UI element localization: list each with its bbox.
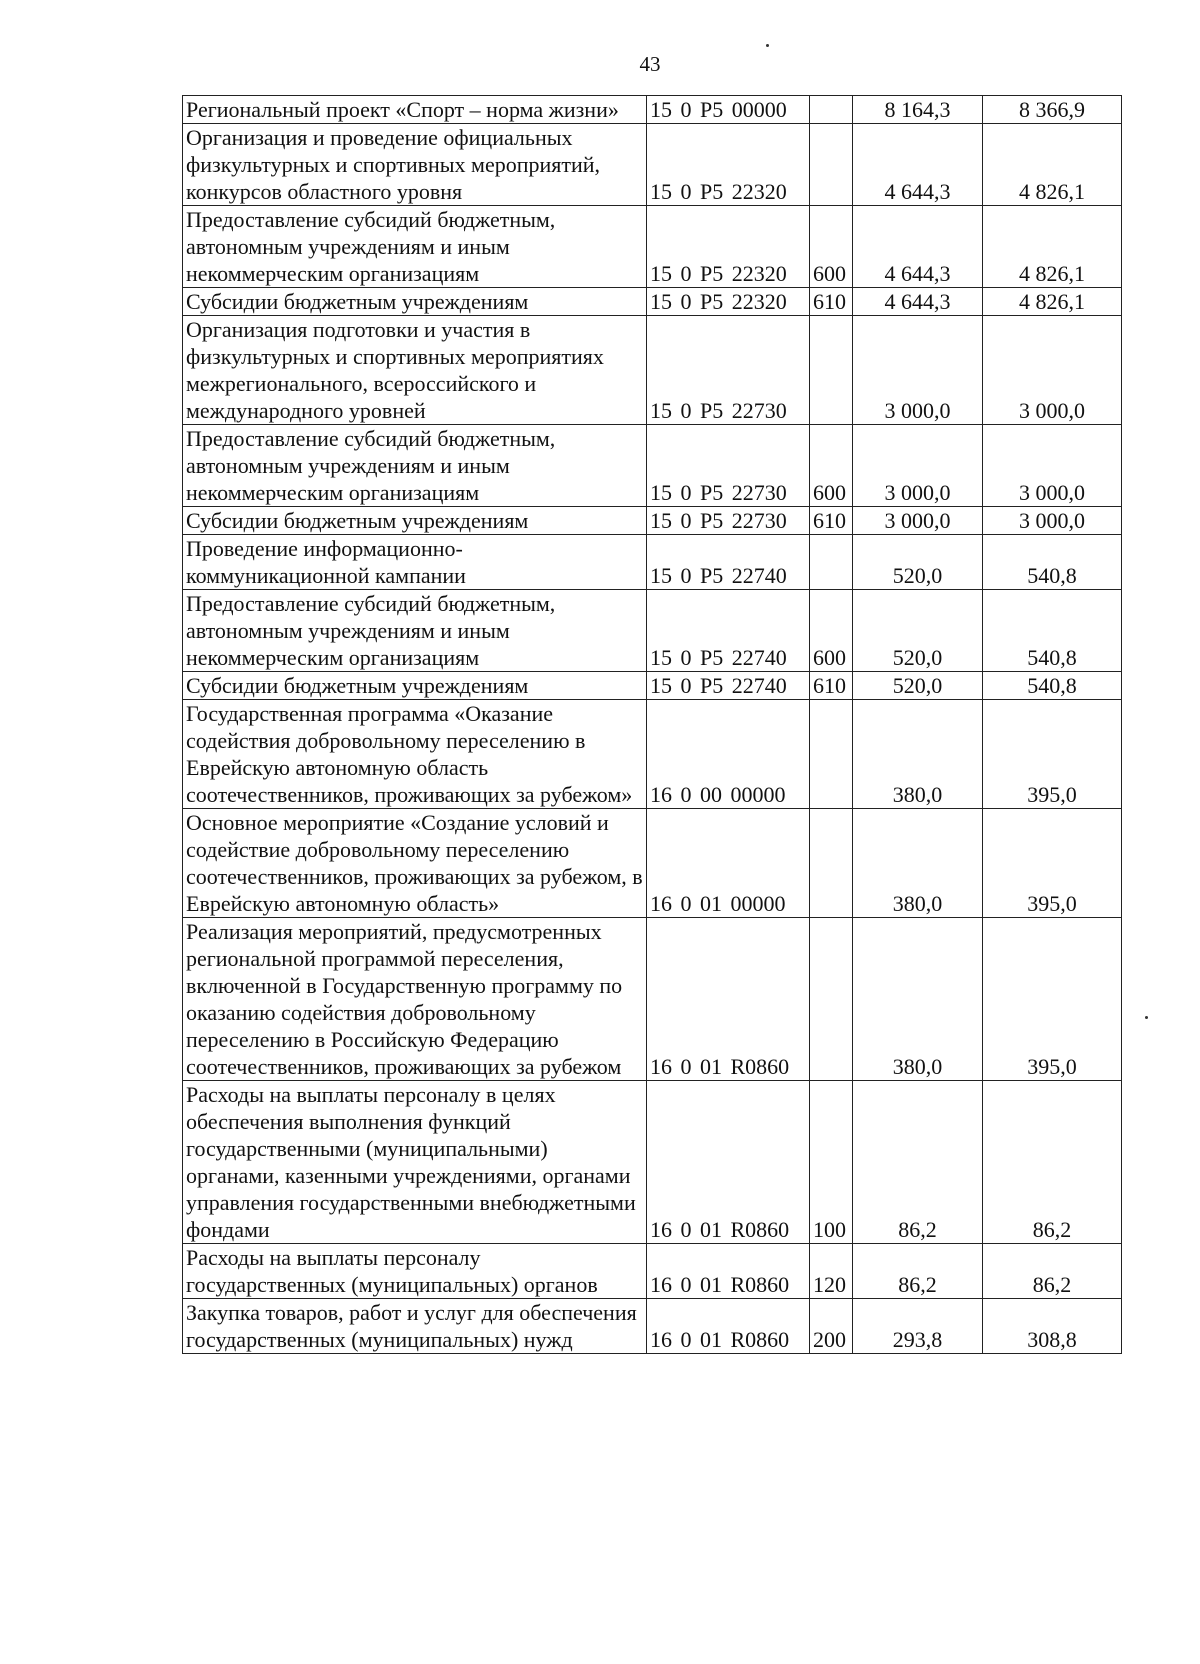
expense-type-cell: 610 <box>810 507 853 535</box>
scan-speck <box>1145 1016 1148 1019</box>
expense-name-cell: Закупка товаров, работ и услуг для обеспечения государственных (муниципальных) нужд <box>183 1299 647 1354</box>
target-article-cell: 15 0 P5 22730 <box>647 425 810 507</box>
amount-year1-cell: 520,0 <box>853 672 983 700</box>
amount-year2-cell: 540,8 <box>983 535 1122 590</box>
amount-year2-cell: 540,8 <box>983 590 1122 672</box>
table-row <box>183 124 1122 206</box>
expense-type-cell <box>810 809 853 918</box>
amount-year2-cell: 86,2 <box>983 1081 1122 1244</box>
amount-year2-cell: 4 826,1 <box>983 288 1122 316</box>
target-article-cell: 15 0 P5 22740 <box>647 590 810 672</box>
amount-year2-cell: 395,0 <box>983 700 1122 809</box>
amount-year1-cell: 380,0 <box>853 918 983 1081</box>
amount-year1-cell: 3 000,0 <box>853 425 983 507</box>
target-article-cell: 16 0 01 R0860 <box>647 1299 810 1354</box>
expense-name-cell: Организация подготовки и участия в физкультурных и спортивных мероприятиях межрегионального, всероссийского и международного уровней <box>183 316 647 425</box>
target-article-cell: 15 0 P5 22730 <box>647 316 810 425</box>
amount-year1-cell: 3 000,0 <box>853 507 983 535</box>
amount-year1-cell: 4 644,3 <box>853 288 983 316</box>
amount-year2-cell: 3 000,0 <box>983 425 1122 507</box>
amount-year1-cell: 86,2 <box>853 1244 983 1299</box>
target-article-cell: 16 0 00 00000 <box>647 700 810 809</box>
scan-speck <box>766 44 769 47</box>
amount-year2-cell: 8 366,9 <box>983 96 1122 124</box>
table-row <box>183 672 1122 700</box>
target-article-cell: 16 0 01 R0860 <box>647 1244 810 1299</box>
expense-type-cell <box>810 124 853 206</box>
expense-name-cell: Государственная программа «Оказание содействия добровольному переселению в Еврейскую автономную область соотечественников, проживающих за рубежом» <box>183 700 647 809</box>
table-row <box>183 1299 1122 1354</box>
amount-year1-cell: 3 000,0 <box>853 316 983 425</box>
budget-table <box>182 95 1122 1354</box>
amount-year1-cell: 86,2 <box>853 1081 983 1244</box>
budget-table-body <box>183 96 1122 1354</box>
amount-year1-cell: 380,0 <box>853 700 983 809</box>
amount-year2-cell: 3 000,0 <box>983 507 1122 535</box>
target-article-cell: 16 0 01 R0860 <box>647 918 810 1081</box>
page-number: 43 <box>639 52 661 76</box>
expense-type-cell: 100 <box>810 1081 853 1244</box>
expense-name-cell: Основное мероприятие «Создание условий и содействие добровольному переселению соотечественников, проживающих за рубежом, в Еврейскую автономную область» <box>183 809 647 918</box>
expense-type-cell: 120 <box>810 1244 853 1299</box>
expense-type-cell <box>810 700 853 809</box>
amount-year2-cell: 308,8 <box>983 1299 1122 1354</box>
table-row <box>183 316 1122 425</box>
expense-type-cell: 200 <box>810 1299 853 1354</box>
expense-type-cell: 600 <box>810 206 853 288</box>
target-article-cell: 15 0 P5 22320 <box>647 124 810 206</box>
expense-name-cell: Расходы на выплаты персоналу в целях обеспечения выполнения функций государственными (муниципальными) органами, казенными учреждениями, органами управления государственными внебюджетными фондами <box>183 1081 647 1244</box>
amount-year2-cell: 3 000,0 <box>983 316 1122 425</box>
table-row <box>183 96 1122 124</box>
amount-year1-cell: 293,8 <box>853 1299 983 1354</box>
expense-type-cell <box>810 316 853 425</box>
expense-name-cell: Предоставление субсидий бюджетным, автономным учреждениям и иным некоммерческим организациям <box>183 425 647 507</box>
amount-year2-cell: 395,0 <box>983 918 1122 1081</box>
expense-name-cell: Реализация мероприятий, предусмотренных региональной программой переселения, включенной в Государственную программу по оказанию содействия добровольному переселению в Российскую Федерацию соотечественников, проживающих за рубежом <box>183 918 647 1081</box>
expense-name-cell: Предоставление субсидий бюджетным, автономным учреждениям и иным некоммерческим организациям <box>183 590 647 672</box>
target-article-cell: 15 0 P5 22740 <box>647 672 810 700</box>
expense-type-cell: 610 <box>810 672 853 700</box>
expense-name-cell: Расходы на выплаты персоналу государственных (муниципальных) органов <box>183 1244 647 1299</box>
amount-year2-cell: 395,0 <box>983 809 1122 918</box>
expense-type-cell <box>810 535 853 590</box>
target-article-cell: 15 0 P5 22320 <box>647 206 810 288</box>
target-article-cell: 15 0 P5 00000 <box>647 96 810 124</box>
expense-name-cell: Проведение информационно-коммуникационной кампании <box>183 535 647 590</box>
table-row <box>183 1081 1122 1244</box>
table-row <box>183 425 1122 507</box>
table-row <box>183 809 1122 918</box>
expense-name-cell: Региональный проект «Спорт – норма жизни» <box>183 96 647 124</box>
amount-year2-cell: 4 826,1 <box>983 206 1122 288</box>
amount-year2-cell: 540,8 <box>983 672 1122 700</box>
amount-year1-cell: 4 644,3 <box>853 124 983 206</box>
table-row <box>183 535 1122 590</box>
amount-year1-cell: 4 644,3 <box>853 206 983 288</box>
expense-name-cell: Субсидии бюджетным учреждениям <box>183 672 647 700</box>
target-article-cell: 16 0 01 R0860 <box>647 1081 810 1244</box>
target-article-cell: 15 0 P5 22320 <box>647 288 810 316</box>
target-article-cell: 15 0 P5 22730 <box>647 507 810 535</box>
table-row <box>183 1244 1122 1299</box>
expense-type-cell: 600 <box>810 590 853 672</box>
amount-year2-cell: 86,2 <box>983 1244 1122 1299</box>
expense-name-cell: Организация и проведение официальных физкультурных и спортивных мероприятий, конкурсов областного уровня <box>183 124 647 206</box>
expense-name-cell: Субсидии бюджетным учреждениям <box>183 507 647 535</box>
expense-type-cell: 600 <box>810 425 853 507</box>
target-article-cell: 16 0 01 00000 <box>647 809 810 918</box>
amount-year1-cell: 520,0 <box>853 535 983 590</box>
expense-name-cell: Предоставление субсидий бюджетным, автономным учреждениям и иным некоммерческим организациям <box>183 206 647 288</box>
target-article-cell: 15 0 P5 22740 <box>647 535 810 590</box>
table-row <box>183 507 1122 535</box>
amount-year1-cell: 8 164,3 <box>853 96 983 124</box>
amount-year1-cell: 380,0 <box>853 809 983 918</box>
expense-type-cell <box>810 96 853 124</box>
amount-year2-cell: 4 826,1 <box>983 124 1122 206</box>
expense-type-cell <box>810 918 853 1081</box>
table-row <box>183 206 1122 288</box>
table-row <box>183 918 1122 1081</box>
expense-type-cell: 610 <box>810 288 853 316</box>
table-row <box>183 288 1122 316</box>
table-row <box>183 590 1122 672</box>
table-row <box>183 700 1122 809</box>
expense-name-cell: Субсидии бюджетным учреждениям <box>183 288 647 316</box>
amount-year1-cell: 520,0 <box>853 590 983 672</box>
